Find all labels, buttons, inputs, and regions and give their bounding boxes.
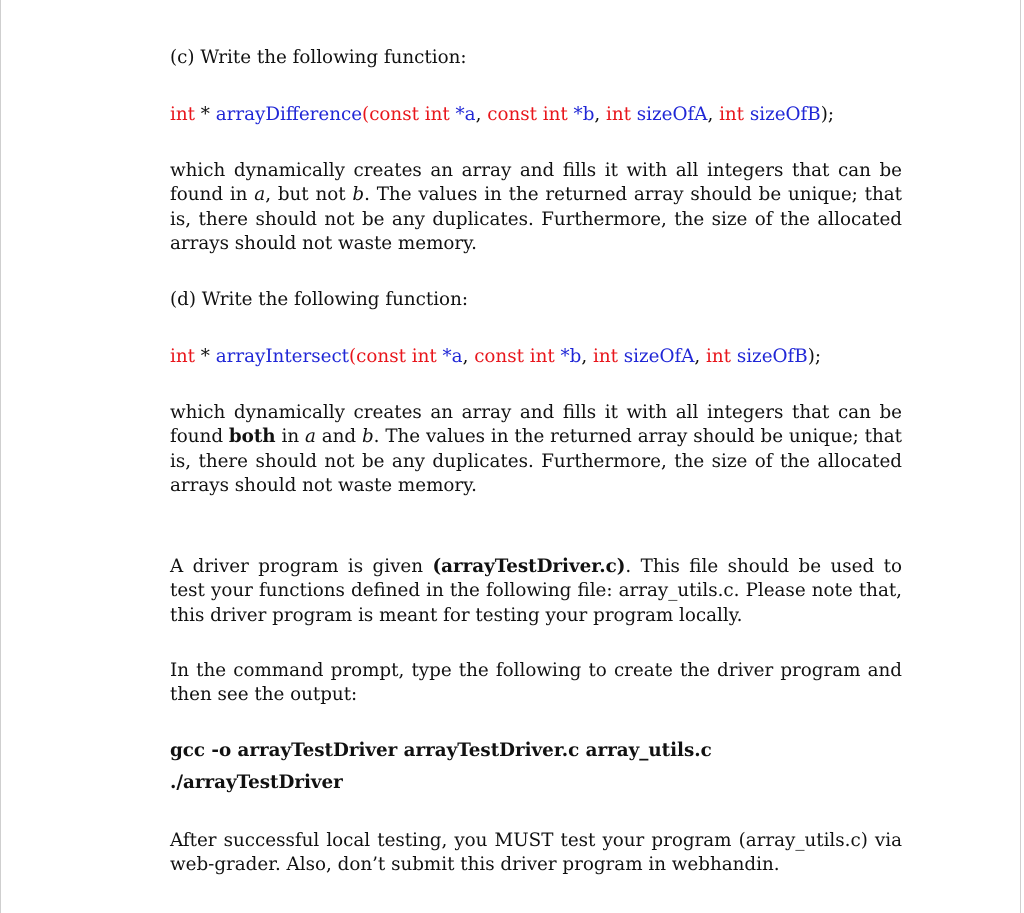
final-paragraph: After successful local testing, you MUST test your program (array_utils.c) via web-grader. Also, don’t submit this driver program in webhandin. xyxy=(170,830,902,876)
part-c-heading: (c) Write the following function: xyxy=(170,47,467,68)
compile-command: gcc -o arrayTestDriver arrayTestDriver.c array_utils.c xyxy=(170,740,712,761)
part-d-signature: int * arrayIntersect(const int *a, const int *b, int sizeOfA, int sizeOfB); xyxy=(170,346,821,367)
part-d-heading: (d) Write the following function: xyxy=(170,289,468,310)
prompt-paragraph: In the command prompt, type the following to create the driver program and then see the output: xyxy=(170,660,902,706)
part-c-signature: int * arrayDifference(const int *a, const int *b, int sizeOfA, int sizeOfB); xyxy=(170,104,835,125)
driver-paragraph: A driver program is given (arrayTestDriver.c). This file should be used to test your functions defined in the following file: array_utils.c. Please note that, this driver program is meant for testing your program locally. xyxy=(170,556,902,626)
part-d-description: which dynamically creates an array and fills it with all integers that can be found both in a and b. The values in the returned array should be unique; that is, there should not be any duplicates. Furthermore, the size of the allocated arrays should not waste memory. xyxy=(170,402,902,496)
part-c-description: which dynamically creates an array and fills it with all integers that can be found in a, but not b. The values in the returned array should be unique; that is, there should not be any duplicates. Furthermore, the size of the allocated arrays should not waste memory. xyxy=(170,160,902,254)
run-command: ./arrayTestDriver xyxy=(170,772,343,793)
